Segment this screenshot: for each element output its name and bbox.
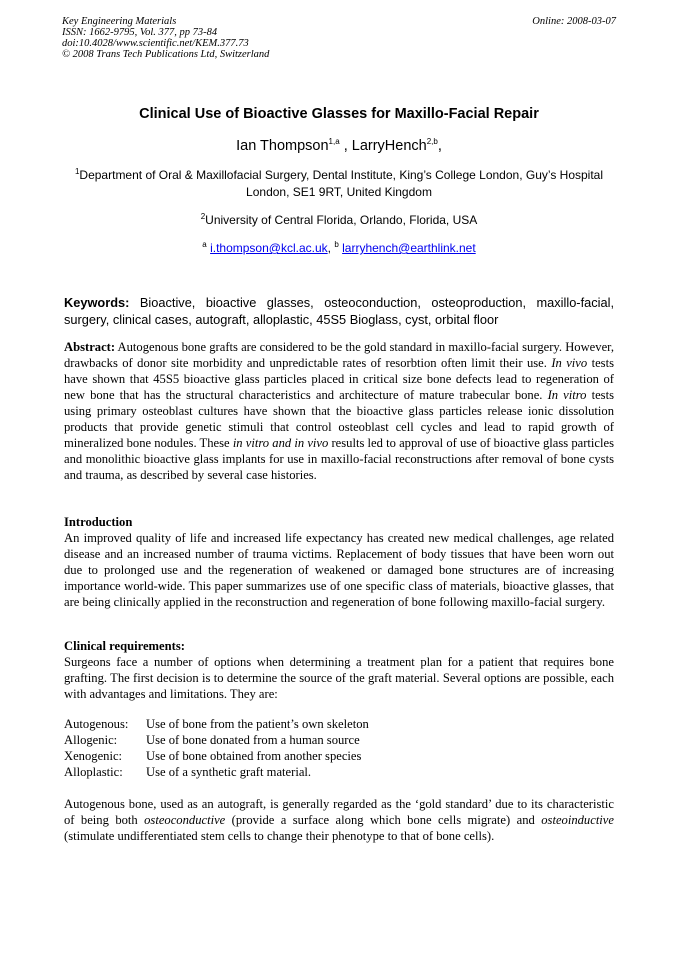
option-desc: Use of a synthetic graft material. (146, 765, 312, 779)
affiliation-2-text: University of Central Florida, Orlando, Florida, USA (205, 213, 478, 227)
email-link-a[interactable]: i.thompson@kcl.ac.uk (210, 241, 328, 255)
online-date: Online: 2008-03-07 (532, 16, 616, 27)
option-desc: Use of bone donated from a human source (146, 733, 360, 747)
abstract-label: Abstract: (64, 340, 116, 354)
clinical-text: Surgeons face a number of options when determining a treatment plan for a patient that requires bone grafting. The first decision is to determine the source of the graft material. Several options are possible, each with advantages and limitations. They are: (64, 655, 614, 701)
journal-issn: ISSN: 1662-9795, Vol. 377, pp 73-84 (62, 27, 218, 38)
option-desc: Use of bone from the patient’s own skeleton (146, 717, 369, 731)
affiliation-2-sup: 2 (200, 212, 206, 221)
keywords-text: Bioactive, bioactive glasses, osteoconduction, osteoproduction, maxillo-facial, surgery, clinical cases, autograft, alloplastic, 45S5 Bioglass, cyst, orbital floor (64, 295, 614, 327)
journal-header (62, 16, 269, 60)
introduction-text: An improved quality of life and increased life expectancy has created new medical challenges, age related disease and an increased number of trauma victims. Replacement of body tissues that have been worn out due to prolonged use and the regeneration of weakened or damaged bone structures are of increasing importance world-wide. This paper summarizes use of one specific class of materials, bioactive glasses, that are being clinically applied in the reconstruction and regeneration of bone following maxillo-facial surgery. (64, 531, 614, 609)
author-line (0, 138, 678, 154)
option-term: Allogenic: (64, 733, 118, 747)
keywords-section (64, 294, 614, 328)
email-link-b[interactable]: larryhench@earthlink.net (342, 241, 476, 255)
abstract-section (64, 339, 614, 483)
abstract-italic-2: In vitro (547, 388, 587, 402)
graft-options-list (64, 716, 369, 780)
abstract-text-1: Autogenous bone grafts are considered to be the gold standard in maxillo-facial surgery. However, drawbacks of donor site morbidity and unpredictable rates of resorbtion often limit their use. (64, 340, 614, 370)
author-1-sup: 1,a (328, 137, 340, 147)
author-separator: , (339, 138, 352, 154)
option-term: Autogenous: (64, 717, 129, 731)
list-item (64, 764, 369, 780)
email-b-sup: b (334, 240, 339, 249)
affiliation-1-sup: 1 (74, 167, 80, 176)
journal-name: Key Engineering Materials (62, 16, 177, 27)
list-item (64, 732, 369, 748)
journal-doi: doi:10.4028/www.scientific.net/KEM.377.73 (62, 38, 249, 49)
affiliation-1-text: Department of Oral & Maxillofacial Surgery, Dental Institute, King’s College London, Guy’s Hospital London, SE1 9RT, United Kingdom (79, 168, 604, 199)
abstract-text-3: tests using primary osteoblast cultures have shown that the bioactive glass particles release ionic dissolution products that provide genetic stimuli that control osteoblast cell cycles and lead to rapid growth of mineralized bone nodules. These (64, 388, 614, 450)
abstract-italic-1: In vivo (551, 356, 588, 370)
final-italic-1: osteoconductive (144, 813, 226, 827)
final-text-3: (stimulate undifferentiated stem cells to change their phenotype to that of bone cells). (64, 829, 495, 843)
list-item (64, 748, 369, 764)
author-2: LarryHench (351, 138, 427, 154)
final-italic-2: osteoinductive (541, 813, 614, 827)
email-separator: , (327, 241, 335, 255)
option-term: Xenogenic: (64, 749, 123, 763)
affiliation-2 (70, 212, 608, 229)
author-1: Ian Thompson (236, 138, 329, 154)
list-item (64, 716, 369, 732)
autograft-paragraph (64, 796, 614, 844)
clinical-heading: Clinical requirements: (64, 639, 185, 653)
journal-copyright: © 2008 Trans Tech Publications Ltd, Switzerland (62, 49, 270, 60)
final-text-2: (provide a surface along which bone cells migrate) and (225, 813, 542, 827)
abstract-text-2: tests have shown that 45S5 bioactive glass particles placed in critical size bone defects lead to regeneration of new bone that has the structural characteristics and architecture of mature trabecular bone. (64, 356, 614, 402)
final-text-1: Autogenous bone, used as an autograft, is generally regarded as the ‘gold standard’ due to its characteristic of being both (64, 797, 614, 827)
email-a-sup: a (202, 240, 207, 249)
paper-title: Clinical Use of Bioactive Glasses for Maxillo-Facial Repair (139, 106, 539, 122)
option-desc: Use of bone obtained from another species (146, 749, 362, 763)
author-2-sup: 2,b (426, 137, 438, 147)
abstract-text-4: results led to approval of use of bioactive glass particles and monolithic bioactive glass implants for use in maxillo-facial reconstructions after removal of bone cysts and trauma, as described by several case histories. (64, 436, 614, 482)
affiliation-1 (70, 167, 608, 201)
option-term: Alloplastic: (64, 765, 123, 779)
author-end: , (437, 138, 442, 154)
introduction-heading: Introduction (64, 515, 133, 529)
abstract-italic-3: in vitro and in vivo (232, 436, 329, 450)
keywords-label: Keywords: (64, 295, 130, 310)
email-line (70, 240, 608, 257)
